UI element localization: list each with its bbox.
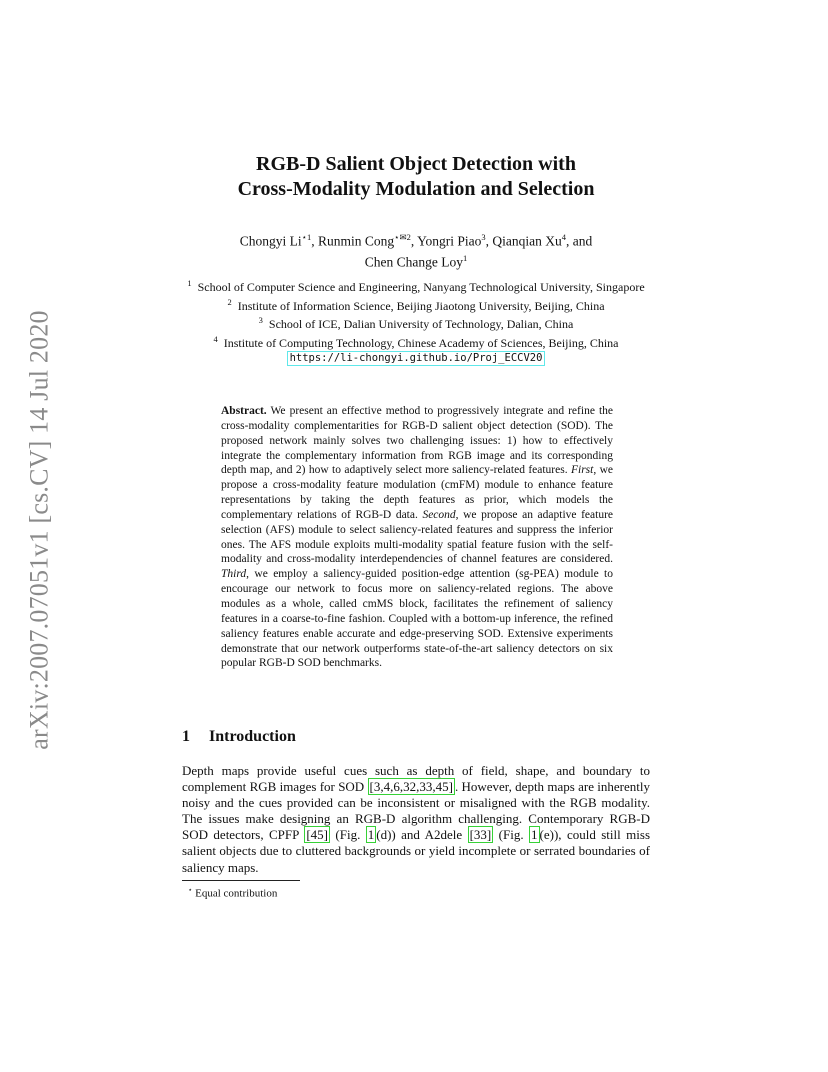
author-name: Qianqian Xu bbox=[492, 233, 562, 249]
author-mark: ⋆✉2 bbox=[394, 232, 411, 242]
figure-ref-link[interactable]: 1 bbox=[531, 827, 538, 843]
intro-text: Depth maps provide useful cues such as depth of field, shape, and boundary to complement RGB images for SOD bbox=[182, 763, 650, 795]
abstract-emphasis: First bbox=[570, 464, 594, 477]
author-name: Chen Change Loy bbox=[364, 254, 463, 269]
intro-text: (Fig. bbox=[329, 827, 366, 843]
section-number: 1 bbox=[182, 728, 190, 745]
footnote-mark: ⋆ bbox=[188, 886, 193, 894]
affiliation-number: 4 bbox=[213, 333, 218, 344]
footnote-rule bbox=[182, 880, 300, 881]
affiliation-number: 3 bbox=[258, 315, 263, 326]
author-name: Runmin Cong bbox=[317, 233, 395, 249]
author-mark: 3 bbox=[481, 232, 486, 242]
citation-link[interactable]: [3,4,6,32,33,45] bbox=[369, 779, 453, 795]
author-mark: ⋆1 bbox=[301, 232, 312, 242]
affiliation-text: Institute of Information Science, Beijing Jiaotong University, Beijing, China bbox=[237, 298, 605, 313]
citation-link[interactable]: [33] bbox=[469, 827, 492, 843]
section-heading bbox=[182, 728, 296, 746]
abstract-text: , we propose an adaptive feature selection (AFS) module to select saliency-related features and suppress the inferior ones. The AFS module exploits multi-modality spatial feature fusion with the self-modality and cross-modality interdependencies of channel features are considered. bbox=[221, 508, 614, 566]
abstract bbox=[221, 404, 613, 671]
affiliation-text: School of ICE, Dalian University of Technology, Dalian, China bbox=[268, 317, 574, 332]
affiliation-text: School of Computer Science and Engineering, Nanyang Technological University, Singapore bbox=[197, 280, 645, 294]
title-line-1: RGB-D Salient Object Detection with bbox=[256, 153, 576, 175]
arxiv-identifier: arXiv:2007.07051v1 [cs.CV] 14 Jul 2020 bbox=[25, 310, 54, 750]
abstract-text: , we employ a saliency-guided position-edge attention (sg-PEA) module to encourage our network to focus more on saliency-related regions. The above modules as a whole, called cmMS block, facilitates the refinement of saliency features in a coarse-to-fine fashion. Coupled with a bottom-up inference, the refined saliency features enable accurate and edge-preserving SOD. Extensive experiments demonstrate that our network outperforms state-of-the-art saliency detectors on six popular RGB-D SOD benchmarks. bbox=[221, 568, 613, 670]
author-name: Yongri Piao bbox=[417, 233, 482, 249]
title-line-2: Cross-Modality Modulation and Selection bbox=[237, 178, 595, 200]
section-title: Introduction bbox=[209, 728, 296, 745]
intro-paragraph bbox=[182, 763, 650, 876]
abstract-emphasis: Second bbox=[422, 508, 456, 521]
author-conjunction: and bbox=[572, 233, 593, 249]
affiliation-text: Institute of Computing Technology, Chinese Academy of Sciences, Beijing, China bbox=[223, 335, 619, 350]
abstract-text: , we propose a cross-modality feature modulation (cmFM) module to enhance feature representations by taking the depth features as prior, which models the complementary relations of RGB-D data. bbox=[221, 464, 613, 521]
intro-text: . However, depth maps are inherently noisy and the cues provided can be inconsistent or misaligned with the RGB modality. The issues make designing an RGB-D algorithm challenging. Contemporary RGB-D SOD detectors, CPFP bbox=[182, 779, 650, 843]
intro-text: (Fig. bbox=[493, 827, 530, 843]
author-mark: 4 bbox=[561, 232, 566, 242]
abstract-label: Abstract. bbox=[221, 405, 267, 417]
affiliation-item bbox=[182, 332, 650, 351]
affiliation-item bbox=[182, 313, 650, 332]
affiliation-number: 2 bbox=[227, 296, 232, 307]
project-url-link[interactable]: https://li-chongyi.github.io/Proj_ECCV20 bbox=[287, 351, 546, 366]
affiliation-item bbox=[182, 295, 650, 314]
figure-ref-link[interactable]: 1 bbox=[367, 827, 375, 843]
intro-text: (e)), could still miss salient objects due to cluttered backgrounds or yield incomplete or serrated boundaries of saliency maps. bbox=[182, 827, 651, 875]
author-list: Chongyi $Li^{⋆1}$, Runmin Cong$^{⋆✉2}$, Yongri Piao$^3$, Qianqian Xu$^4$, and Chen Change Loy$^1$ bbox=[239, 232, 593, 269]
citation-link[interactable]: [45] bbox=[306, 827, 328, 843]
intro-text: (d)) and A2dele bbox=[376, 827, 468, 843]
paper-title bbox=[182, 152, 650, 202]
affiliation-number: 1 bbox=[187, 278, 192, 288]
affiliation-item bbox=[182, 276, 650, 295]
author-mark: 1 bbox=[462, 252, 468, 263]
author-name: Chongyi Li bbox=[239, 233, 302, 249]
footnote bbox=[188, 886, 277, 900]
footnote-text: Equal contribution bbox=[195, 887, 278, 900]
arxiv-sidebar-stamp bbox=[25, 295, 55, 765]
affiliation-list bbox=[182, 276, 650, 366]
abstract-text: We present an effective method to progressively integrate and refine the cross-modality complementarities for RGB-D salient object detection (SOD). The proposed network mainly solves two challenging issues: 1) how to effectively integrate the complementary information from RGB image and its corresponding depth map, and 2) how to adaptively select more saliency-related features. bbox=[221, 405, 613, 477]
abstract-emphasis: Third bbox=[221, 568, 247, 581]
